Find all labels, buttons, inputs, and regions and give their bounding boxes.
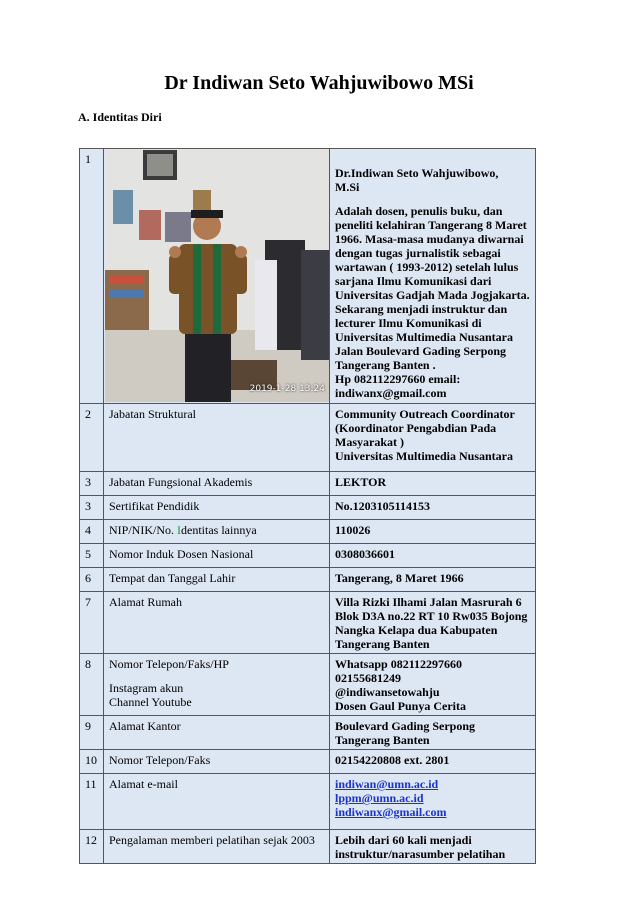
row-number: 11 xyxy=(80,774,104,830)
table-row xyxy=(80,496,536,520)
table-row xyxy=(80,544,536,568)
table-row xyxy=(80,404,536,472)
row-number: 3 xyxy=(80,472,104,496)
value-line: Blok D3A no.22 RT 10 Rw035 Bojong xyxy=(335,609,528,623)
photo-timestamp: 2019-1-28 13:24 xyxy=(249,384,325,394)
profile-name-line2: M.Si xyxy=(335,180,360,194)
row-value xyxy=(330,774,536,830)
row-value: 110026 xyxy=(330,520,536,544)
row-label: Alamat e-mail xyxy=(104,774,330,830)
row-value xyxy=(330,654,536,716)
row-number: 10 xyxy=(80,750,104,774)
row-number: 8 xyxy=(80,654,104,716)
table-row xyxy=(80,520,536,544)
value-line: (Koordinator Pengabdian Pada xyxy=(335,421,497,435)
value-line: Nangka Kelapa dua Kabupaten xyxy=(335,623,498,637)
row-label: Tempat dan Tanggal Lahir xyxy=(104,568,330,592)
value-line: Villa Rizki Ilhami Jalan Masrurah 6 xyxy=(335,595,522,609)
profile-photo xyxy=(105,150,330,402)
profile-bio: Adalah dosen, penulis buku, dan peneliti kelahiran Tangerang 8 Maret 1966. Masa-masa mudanya diwarnai dengan tugas jurnalistik sebagai wartawan ( 1993-2012) setelah lulus sarjana Ilmu Komunikasi dari Universitas Gadjah Mada Jogjakarta. Sekarang menjadi instruktur dan lecturer Ilmu Komunikasi di Universitas Multimedia Nusantara Jalan Boulevard Gading Serpong Tangerang Banten . xyxy=(335,204,530,372)
value-line: Tangerang Banten xyxy=(335,637,430,651)
row-value: Tangerang, 8 Maret 1966 xyxy=(330,568,536,592)
row-number: 6 xyxy=(80,568,104,592)
row-value: 0308036601 xyxy=(330,544,536,568)
row-number: 1 xyxy=(80,149,104,404)
value-line: @indiwansetowahju xyxy=(335,685,440,699)
profile-photo-illustration xyxy=(105,150,330,402)
row-label: Jabatan Struktural xyxy=(104,404,330,472)
row-number: 12 xyxy=(80,830,104,864)
row-value: 02154220808 ext. 2801 xyxy=(330,750,536,774)
label-line: Nomor Telepon/Faks/HP xyxy=(109,657,229,671)
table-row xyxy=(80,774,536,830)
row-label: Alamat Kantor xyxy=(104,716,330,750)
value-line: Dosen Gaul Punya Cerita xyxy=(335,699,467,713)
row-number: 4 xyxy=(80,520,104,544)
email-link-lppm[interactable]: lppm@umn.ac.id xyxy=(335,791,424,805)
label-part: NIP/NIK/No. xyxy=(109,523,177,537)
value-line: instruktur/narasumber pelatihan xyxy=(335,847,506,861)
label-line: Channel Youtube xyxy=(109,695,192,709)
row-value: No.1203105114153 xyxy=(330,496,536,520)
row-label: Sertifikat Pendidik xyxy=(104,496,330,520)
table-row xyxy=(80,568,536,592)
value-line: Tangerang Banten xyxy=(335,733,430,747)
label-part: dentitas lainnya xyxy=(181,523,257,537)
label-line: Instagram akun xyxy=(109,681,184,695)
value-line: Lebih dari 60 kali menjadi xyxy=(335,833,472,847)
table-row xyxy=(80,654,536,716)
row-label: Pengalaman memberi pelatihan sejak 2003 xyxy=(104,830,330,864)
email-link-umn[interactable]: indiwan@umn.ac.id xyxy=(335,777,439,791)
table-row xyxy=(80,716,536,750)
row-value xyxy=(330,716,536,750)
document-title: Dr Indiwan Seto Wahjuwibowo MSi xyxy=(164,72,474,94)
row-number: 2 xyxy=(80,404,104,472)
row-number: 9 xyxy=(80,716,104,750)
value-line: Whatsapp 082112297660 xyxy=(335,657,463,671)
profile-description xyxy=(330,149,536,404)
row-value: LEKTOR xyxy=(330,472,536,496)
row-value xyxy=(330,404,536,472)
photo-cell xyxy=(104,149,330,404)
row-label xyxy=(104,654,330,716)
table-row xyxy=(80,149,536,404)
identity-table xyxy=(79,148,536,864)
profile-contact-line2: indiwanx@gmail.com xyxy=(335,386,447,400)
email-link-gmail[interactable]: indiwanx@gmail.com xyxy=(335,805,447,819)
row-number: 7 xyxy=(80,592,104,654)
profile-contact-line1: Hp 082112297660 email: xyxy=(335,372,461,386)
row-label xyxy=(104,520,330,544)
section-heading: A. Identitas Diri xyxy=(78,110,162,124)
row-value xyxy=(330,592,536,654)
table-row xyxy=(80,830,536,864)
value-line: Community Outreach Coordinator xyxy=(335,407,515,421)
row-label: Nomor Telepon/Faks xyxy=(104,750,330,774)
value-line: 02155681249 xyxy=(335,671,401,685)
row-number: 3 xyxy=(80,496,104,520)
row-label: Nomor Induk Dosen Nasional xyxy=(104,544,330,568)
value-line: Universitas Multimedia Nusantara xyxy=(335,449,513,463)
value-line: Masyarakat ) xyxy=(335,435,404,449)
row-label: Alamat Rumah xyxy=(104,592,330,654)
row-value xyxy=(330,830,536,864)
profile-name-line1: Dr.Indiwan Seto Wahjuwibowo, xyxy=(335,166,499,180)
value-line: Boulevard Gading Serpong xyxy=(335,719,476,733)
table-row xyxy=(80,750,536,774)
table-row xyxy=(80,592,536,654)
row-number: 5 xyxy=(80,544,104,568)
row-label: Jabatan Fungsional Akademis xyxy=(104,472,330,496)
table-row xyxy=(80,472,536,496)
label-part: I xyxy=(177,523,181,537)
